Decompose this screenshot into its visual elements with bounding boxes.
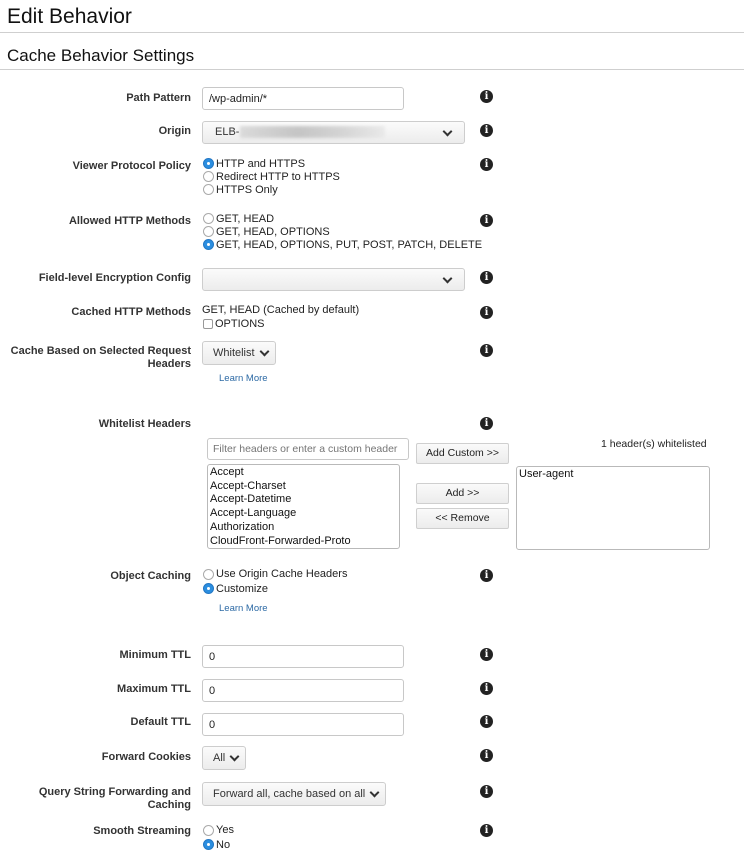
info-icon[interactable]: i xyxy=(480,785,493,798)
radio-button[interactable] xyxy=(203,583,214,594)
cache-headers-dropdown[interactable]: Whitelist xyxy=(202,341,276,365)
info-icon[interactable]: i xyxy=(480,271,493,284)
info-icon[interactable]: i xyxy=(480,682,493,695)
forward-cookies-dropdown[interactable]: All xyxy=(202,746,246,770)
radio-button[interactable] xyxy=(203,226,214,237)
list-item[interactable]: Accept-Language xyxy=(210,507,297,520)
minimum-ttl-label: Minimum TTL xyxy=(119,649,191,661)
radio-button[interactable] xyxy=(203,171,214,182)
radio-https-only[interactable]: HTTPS Only xyxy=(203,183,340,196)
add-custom-button[interactable]: Add Custom >> xyxy=(416,443,509,464)
list-item[interactable]: User-agent xyxy=(519,468,574,480)
radio-customize[interactable]: Customize xyxy=(203,582,347,597)
radio-button[interactable] xyxy=(203,239,214,250)
radio-button[interactable] xyxy=(203,213,214,224)
info-icon[interactable]: i xyxy=(480,90,493,103)
field-level-encryption-select[interactable] xyxy=(202,268,465,291)
chevron-down-icon xyxy=(259,342,269,363)
origin-select[interactable] xyxy=(202,121,465,144)
info-icon[interactable]: i xyxy=(480,569,493,582)
available-headers-list[interactable] xyxy=(207,464,400,549)
info-icon[interactable]: i xyxy=(480,417,493,430)
cache-based-on-headers-label: Cache Based on Selected Request Headers xyxy=(10,345,191,370)
page-title: Edit Behavior xyxy=(7,5,132,28)
list-item[interactable]: Authorization xyxy=(210,520,275,533)
origin-value: ELB- xyxy=(215,126,240,138)
info-icon[interactable]: i xyxy=(480,344,493,357)
whitelist-headers-label: Whitelist Headers xyxy=(98,418,191,430)
maximum-ttl-label: Maximum TTL xyxy=(117,683,191,695)
object-caching-radio-group xyxy=(203,567,347,596)
radio-no[interactable]: No xyxy=(203,838,234,853)
add-button[interactable]: Add >> xyxy=(416,483,509,504)
chevron-down-icon xyxy=(229,747,239,768)
list-item[interactable]: Accept xyxy=(210,466,244,478)
query-string-dropdown[interactable]: Forward all, cache based on all xyxy=(202,782,386,806)
info-icon[interactable]: i xyxy=(480,158,493,171)
chevron-down-icon xyxy=(369,783,379,804)
radio-get-head-options[interactable]: GET, HEAD, OPTIONS xyxy=(203,225,482,238)
radio-redirect-http-to-https[interactable]: Redirect HTTP to HTTPS xyxy=(203,170,340,183)
radio-button[interactable] xyxy=(203,158,214,169)
learn-more-link[interactable]: Learn More xyxy=(219,603,268,614)
viewer-protocol-policy-label: Viewer Protocol Policy xyxy=(72,160,191,172)
forward-cookies-label: Forward Cookies xyxy=(101,751,191,763)
default-ttl-label: Default TTL xyxy=(130,716,191,728)
list-item[interactable]: CloudFront-Forwarded-Proto xyxy=(210,534,351,547)
radio-button[interactable] xyxy=(203,839,214,850)
field-level-encryption-label: Field-level Encryption Config xyxy=(38,272,191,284)
redacted-origin xyxy=(240,126,385,138)
cached-http-methods-label: Cached HTTP Methods xyxy=(71,306,191,318)
origin-label: Origin xyxy=(158,125,191,137)
radio-all-methods[interactable]: GET, HEAD, OPTIONS, PUT, POST, PATCH, DELETE xyxy=(203,238,482,251)
whitelisted-headers-list[interactable] xyxy=(516,466,710,550)
list-item[interactable]: Accept-Charset xyxy=(210,479,286,492)
smooth-streaming-label: Smooth Streaming xyxy=(93,825,191,837)
info-icon[interactable]: i xyxy=(480,648,493,661)
info-icon[interactable]: i xyxy=(480,306,493,319)
allowed-http-methods-radio-group xyxy=(203,212,482,251)
object-caching-label: Object Caching xyxy=(110,570,191,582)
list-item[interactable]: Accept-Datetime xyxy=(210,493,292,506)
radio-use-origin-cache-headers[interactable]: Use Origin Cache Headers xyxy=(203,567,347,582)
maximum-ttl-input[interactable] xyxy=(202,679,404,702)
path-pattern-input[interactable] xyxy=(202,87,404,110)
learn-more-link[interactable]: Learn More xyxy=(219,373,268,384)
smooth-streaming-radio-group xyxy=(203,823,234,852)
info-icon[interactable]: i xyxy=(480,749,493,762)
minimum-ttl-input[interactable] xyxy=(202,645,404,668)
checkbox-options[interactable]: OPTIONS xyxy=(203,317,265,330)
title-divider xyxy=(0,32,744,33)
section-divider xyxy=(0,69,744,70)
chevron-down-icon xyxy=(442,269,452,290)
chevron-down-icon xyxy=(442,122,452,143)
section-title: Cache Behavior Settings xyxy=(7,46,195,65)
info-icon[interactable]: i xyxy=(480,824,493,837)
query-string-label: Query String Forwarding and Caching xyxy=(38,786,191,811)
allowed-http-methods-label: Allowed HTTP Methods xyxy=(68,215,191,227)
filter-headers-input[interactable] xyxy=(207,438,409,460)
info-icon[interactable]: i xyxy=(480,715,493,728)
radio-http-and-https[interactable]: HTTP and HTTPS xyxy=(203,157,340,170)
checkbox[interactable] xyxy=(203,319,213,329)
cached-methods-default-text: GET, HEAD (Cached by default) xyxy=(202,304,360,316)
remove-button[interactable]: << Remove xyxy=(416,508,509,529)
info-icon[interactable]: i xyxy=(480,214,493,227)
whitelisted-count: 1 header(s) whitelisted xyxy=(601,438,707,450)
cached-options-checkbox-group xyxy=(203,317,265,330)
path-pattern-label: Path Pattern xyxy=(126,92,191,104)
radio-get-head[interactable]: GET, HEAD xyxy=(203,212,482,225)
viewer-protocol-policy-radio-group xyxy=(203,157,340,196)
radio-button[interactable] xyxy=(203,825,214,836)
radio-button[interactable] xyxy=(203,569,214,580)
radio-button[interactable] xyxy=(203,184,214,195)
default-ttl-input[interactable] xyxy=(202,713,404,736)
radio-yes[interactable]: Yes xyxy=(203,823,234,838)
info-icon[interactable]: i xyxy=(480,124,493,137)
